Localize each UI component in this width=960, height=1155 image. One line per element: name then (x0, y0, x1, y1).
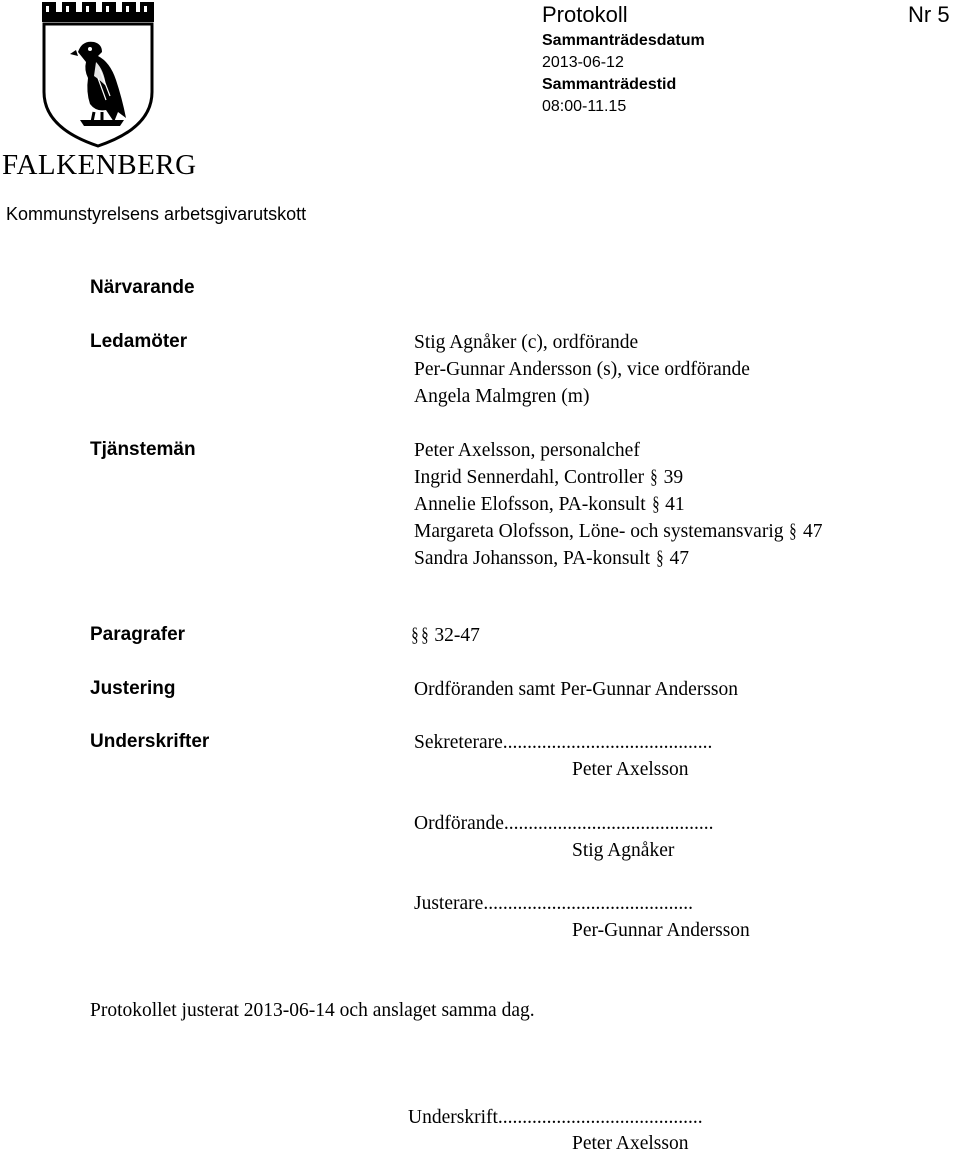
coat-of-arms-logo (40, 0, 156, 150)
signature-dots: .......................................... (497, 1107, 703, 1128)
paragraphs-range (410, 625, 480, 647)
official-section: 39 (663, 467, 684, 488)
section-sign-icon: § (411, 625, 419, 646)
official-text: Sandra Johansson, PA-konsult (414, 548, 650, 569)
signature-dots: ........................................... (483, 893, 693, 914)
meeting-time-label: Sammanträdestid (542, 76, 677, 93)
official-item (414, 548, 689, 570)
signatures-label: Underskrifter (90, 731, 210, 752)
section-sign-icon: § (789, 521, 797, 542)
paragraphs-range-value: 32-47 (434, 625, 480, 646)
official-text: Ingrid Sennerdahl, Controller (414, 467, 645, 488)
meeting-time: 08:00-11.15 (542, 98, 627, 115)
document-number: Nr 5 (908, 2, 950, 27)
official-text: Peter Axelsson, personalchef (414, 440, 640, 461)
meeting-date-label: Sammanträdesdatum (542, 32, 705, 49)
adjusted-statement: Protokollet justerat 2013-06-14 och anslaget samma dag. (90, 1000, 535, 1021)
official-text: Annelie Elofsson, PA-konsult (414, 494, 646, 515)
members-label: Ledamöter (90, 331, 188, 352)
footer-signature-label: Underskrift (408, 1107, 498, 1128)
adjustment-value: Ordföranden samt Per-Gunnar Andersson (414, 679, 738, 700)
member-item: Per-Gunnar Andersson (s), vice ordförande (414, 359, 750, 380)
official-item (414, 494, 685, 516)
footer-signature-line (408, 1107, 703, 1129)
official-section: 41 (665, 494, 685, 515)
secretary-signature-line (414, 732, 712, 754)
footer-signature-name: Peter Axelsson (572, 1133, 689, 1154)
official-item (414, 467, 683, 489)
section-sign-icon: § (651, 494, 660, 515)
official-text: Margareta Olofsson, Löne- och systemansvarig (414, 521, 784, 542)
section-sign-icon: § (650, 467, 658, 488)
committee-name: Kommunstyrelsens arbetsgivarutskott (6, 204, 307, 224)
official-section: 47 (669, 548, 689, 569)
section-sign-icon: § (656, 548, 664, 569)
adjuster-signature-line (414, 893, 693, 915)
chair-name: Stig Agnåker (572, 840, 675, 861)
member-item: Stig Agnåker (c), ordförande (414, 332, 639, 353)
signature-dots: ........................................... (503, 813, 714, 834)
secretary-label: Sekreterare (414, 732, 503, 753)
signature-dots: ........................................... (502, 732, 713, 753)
official-item (414, 440, 640, 462)
city-name: FALKENBERG (2, 149, 197, 181)
official-section: 47 (803, 521, 823, 542)
attendance-heading: Närvarande (90, 277, 195, 298)
document-title: Protokoll (542, 2, 628, 27)
section-sign-icon: § (420, 625, 429, 646)
adjuster-label: Justerare (414, 893, 484, 914)
secretary-name: Peter Axelsson (572, 759, 689, 780)
paragraphs-label: Paragrafer (90, 624, 186, 645)
adjuster-name: Per-Gunnar Andersson (572, 920, 750, 941)
officials-label: Tjänstemän (90, 439, 196, 460)
member-item: Angela Malmgren (m) (414, 386, 590, 407)
meeting-date: 2013-06-12 (542, 54, 624, 71)
chair-label: Ordförande (414, 813, 504, 834)
official-item (414, 521, 823, 543)
chair-signature-line (414, 813, 714, 835)
adjustment-label: Justering (90, 678, 176, 699)
